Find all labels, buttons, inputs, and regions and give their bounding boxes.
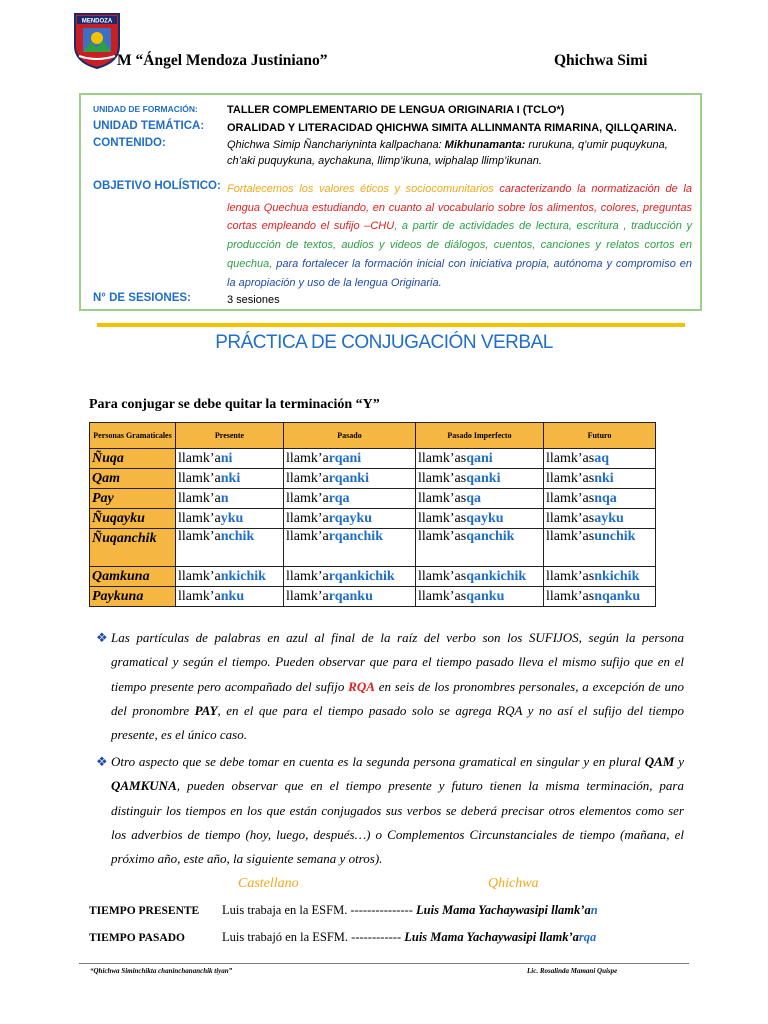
example-pasado-suffix: rqa [578,930,597,944]
verb-root: llamk’as [418,490,467,506]
futuro-cell [544,509,656,529]
verb-root: llamk’as [418,529,467,544]
futuro-cell [544,489,656,509]
presente-cell [176,529,284,567]
verb-suffix: rqanki [328,470,369,486]
verb-root: llamk’a [286,588,329,604]
objetivo-label: OBJETIVO HOLÍSTICO: [93,180,221,192]
footer-divider [79,963,689,964]
verb-suffix: nku [220,588,245,604]
table-header-row [90,423,656,449]
contenido-row [93,137,692,169]
verb-root: llamk’as [546,568,595,584]
verb-root: llamk’a [178,568,221,584]
presente-cell [176,469,284,489]
person-cell: Ñuqa [90,449,176,469]
example-pasado [222,930,596,945]
header-personas: Personas Gramaticales [90,423,176,449]
verb-root: llamk’a [286,529,329,544]
verb-root: llamk’as [546,510,595,526]
verb-suffix: qayku [466,510,504,526]
verb-root: llamk’as [546,450,595,466]
person-cell: Paykuna [90,587,176,607]
pasado-cell [284,509,416,529]
verb-suffix: qani [466,450,493,466]
verb-suffix: n [220,490,229,506]
imperfecto-cell [416,489,544,509]
objetivo-part-2: caracterizando la normatización de la lengua Quechua estudiando, en cuanto al vocabulario sobre los alimentos, colores, preguntas cortas empleando el sufijo –CHU [227,183,692,233]
pasado-cell [284,449,416,469]
example-label-presente: TIEMPO PRESENTE [89,905,200,917]
verb-suffix: qa [466,490,482,506]
verb-suffix: qanku [466,588,505,604]
sesiones-value: 3 sesiones [227,294,280,306]
presente-cell [176,449,284,469]
para1-c: , en el que para el tiempo pasado solo se agrega RQA y no así el sufijo del tiempo presente, es el único caso. [111,702,684,743]
para2-qamkuna: QAMKUNA [111,778,177,794]
explanation-paragraph-2 [111,750,684,871]
person-cell: Ñuqayku [90,509,176,529]
person-cell: Qamkuna [90,567,176,587]
table-row [90,587,656,607]
table-row [90,529,656,567]
bullet-icon: ❖ [96,630,108,645]
futuro-cell [544,449,656,469]
title-divider [97,323,685,327]
verb-suffix: rqankichik [328,568,395,584]
subject-name: Qhichwa Simi [554,52,648,69]
objetivo-part-1: Fortalecemos los valores éticos y sociocomunitarios [227,183,500,195]
sesiones-row [93,292,692,308]
verb-root: llamk’a [286,450,329,466]
example-presente-suffix: n [590,903,598,917]
verb-root: llamk’as [546,470,595,486]
verb-suffix: aq [594,450,610,466]
verb-suffix: nqanku [594,588,641,604]
table-row [90,567,656,587]
logo-text: MENDOZA [81,18,113,25]
verb-suffix: rqanku [328,588,373,604]
contenido-label: CONTENIDO: [93,137,166,149]
presente-cell [176,509,284,529]
header-pasado: Pasado [284,423,416,449]
presente-cell [176,489,284,509]
imperfecto-cell [416,567,544,587]
verb-root: llamk’as [418,470,467,486]
para2-qam: QAM [644,754,675,769]
castellano-heading: Castellano [238,876,299,891]
verb-root: llamk’a [178,490,221,506]
example-label-pasado: TIEMPO PASADO [89,932,185,944]
futuro-cell [544,587,656,607]
imperfecto-cell [416,509,544,529]
example-presente-es: Luis trabaja en la ESFM. --------------- [222,903,417,917]
contenido-intro: Qhichwa Simip Ñanchariyninta kallpachana: [227,139,445,151]
contenido-rest: rurukuna, q’umir puquykuna, ch’aki puquykuna, aychakuna, llimp’ikuna, wiphalap llimp’ikunan. [227,139,668,167]
verb-suffix: ni [220,450,233,466]
table-row [90,469,656,489]
verb-root: llamk’a [286,568,329,584]
para1-a: Las partículas de palabras en azul al final de la raíz del verbo son los SUFIJOS, según la persona gramatical y según el tiempo. Pueden observar que para el tiempo pasado lleva el mismo sufijo que en el tiempo presente pero acompañado del sufijo [111,630,684,694]
futuro-cell [544,567,656,587]
verb-root: llamk’as [418,450,467,466]
verb-suffix: rqani [328,450,362,466]
table-row [90,509,656,529]
para1-b: en seis de los pronombres personales, a excepción de uno del pronombre [111,678,684,718]
unidad-tematica-row [93,120,692,136]
verb-suffix: rqayku [328,510,373,526]
verb-suffix: ayku [594,510,624,526]
para1-rqa: RQA [348,678,375,694]
imperfecto-cell [416,529,544,567]
example-pasado-qu: Luis Mama Yachaywasipi llamk’a [404,930,579,944]
verb-suffix: unchik [594,529,636,544]
verb-suffix: qanki [466,470,501,486]
intro-text: Para conjugar se debe quitar la terminación “Y” [89,397,380,412]
verb-root: llamk’as [418,510,467,526]
objetivo-row [93,180,692,292]
objetivo-part-3: , a partir de actividades de lectura, escritura , traducción y producción de textos, audios y videos de diálogos, cuentos, canciones y relatos cortos en quechua, [227,220,692,270]
verb-root: llamk’as [546,490,595,506]
unidad-formacion-value: TALLER COMPLEMENTARIO DE LENGUA ORIGINARIA I (TCLO*) [227,104,565,116]
person-cell: Ñuqanchik [90,529,176,567]
verb-root: llamk’as [418,568,467,584]
verb-root: llamk’a [178,529,221,544]
page-title: PRÁCTICA DE CONJUGACIÓN VERBAL [215,332,553,353]
institution-name: M “Ángel Mendoza Justiniano” [117,52,328,69]
unidad-formacion-label: UNIDAD DE FORMACIÓN: [93,104,198,114]
verb-suffix: nki [220,470,241,486]
verb-root: llamk’a [178,510,221,526]
table-row [90,489,656,509]
verb-suffix: nchik [220,529,255,544]
verb-suffix: nkichik [594,568,640,584]
header-futuro: Futuro [544,423,656,449]
futuro-cell [544,469,656,489]
person-cell: Qam [90,469,176,489]
conjugation-table [89,422,656,607]
verb-suffix: rqa [328,490,350,506]
person-cell: Pay [90,489,176,509]
verb-root: llamk’as [546,588,595,604]
verb-root: llamk’a [286,510,329,526]
table-row [90,449,656,469]
verb-suffix: qanchik [466,529,515,544]
verb-suffix: nkichik [220,568,266,584]
contenido-bold: Mikhunamanta: [444,139,526,151]
imperfecto-cell [416,587,544,607]
imperfecto-cell [416,469,544,489]
verb-root: llamk’a [286,470,329,486]
pasado-cell [284,489,416,509]
course-info-box [79,93,702,311]
contenido-value [227,137,692,169]
institution-logo [73,12,121,70]
para2-b: , pueden observar que en el tiempo presente y futuro tienen la misma terminación, para distinguir los tiempos en los que están conjugados sus verbos se deberá precisar otros elementos como ser los adverbios de tiempo (hoy, luego, después…) o Complementos Circunstanciales de tiempo (mañana, el próximo año, este año, la siguiente semana y otros). [111,778,684,867]
verb-root: llamk’a [286,490,329,506]
explanation-paragraph-1 [111,626,684,747]
pasado-cell [284,469,416,489]
unidad-tematica-label: UNIDAD TEMÁTICA: [93,120,205,132]
unidad-formacion-row [93,102,692,118]
pasado-cell [284,529,416,567]
para2-a: Otro aspecto que se debe tomar en cuenta es la segunda persona gramatical en singular y en plural [111,754,645,769]
verb-root: llamk’a [178,450,221,466]
verb-root: llamk’a [178,588,221,604]
futuro-cell [544,529,656,567]
verb-root: llamk’as [546,529,595,544]
imperfecto-cell [416,449,544,469]
objetivo-text [227,180,692,292]
objetivo-part-4: para fortalecer la formación inicial con iniciativa propia, autónoma y compromiso en la apropiación y uso de la lengua Originaria. [227,257,692,289]
header-presente: Presente [176,423,284,449]
verb-root: llamk’a [178,470,221,486]
verb-suffix: nqa [594,490,617,506]
bullet-icon: ❖ [96,754,108,769]
verb-suffix: nki [594,470,614,486]
verb-suffix: rqanchik [328,529,383,544]
verb-root: llamk’as [418,588,467,604]
para2-y: y [674,754,684,769]
para1-pay: PAY [194,702,218,718]
verb-suffix: qankichik [466,568,527,584]
example-pasado-es: Luis trabajó en la ESFM. ------------ [222,930,405,944]
qhichwa-heading: Qhichwa [488,876,539,891]
header-pasado-imperfecto: Pasado Imperfecto [416,423,544,449]
unidad-tematica-value: ORALIDAD Y LITERACIDAD QHICHWA SIMITA ALLINMANTA RIMARINA, QILLQARINA. [227,122,677,134]
footer-author: Lic. Rosalinda Mamani Quispe [527,967,618,975]
footer-motto: “Qhichwa Siminchikta chaninchananchik tiyan” [90,967,233,975]
example-presente-qu: Luis Mama Yachaywasipi llamk’a [416,903,591,917]
presente-cell [176,567,284,587]
presente-cell [176,587,284,607]
example-presente [222,903,598,918]
verb-suffix: yku [220,510,244,526]
pasado-cell [284,587,416,607]
sesiones-label: N° DE SESIONES: [93,292,191,304]
pasado-cell [284,567,416,587]
